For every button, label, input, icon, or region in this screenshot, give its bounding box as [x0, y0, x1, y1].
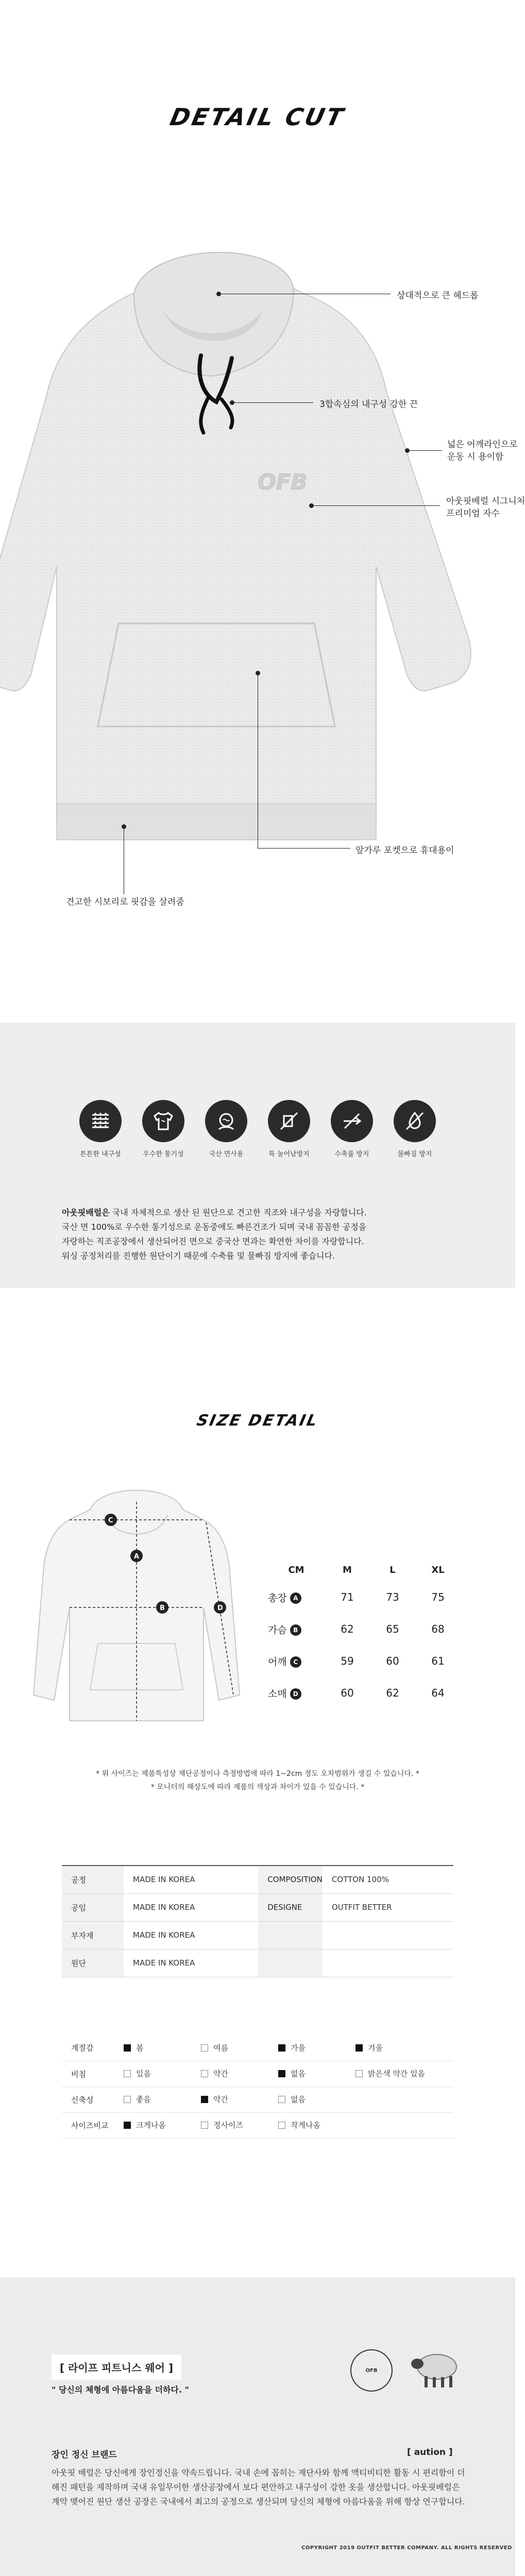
size-row: [268, 1677, 461, 1709]
callout-shoulder-1: 넓은 어깨라인으로: [447, 439, 518, 450]
size-note: * 모니터의 해상도에 따라 제품의 색상과 차이가 있을 수 있습니다. *: [150, 1783, 365, 1791]
info-value: [323, 1921, 453, 1949]
unchecked-box-icon: [278, 2122, 285, 2129]
detail-cut-section: [0, 0, 525, 989]
brand-name: 아웃핏배럴은: [62, 1208, 110, 1217]
feature-line: 자랑하는 직조공장에서 생산되어진 면으로 중국산 면과는 확연한 차이를 자랑합니다.: [62, 1236, 364, 1246]
size-cell: 60: [386, 1655, 399, 1667]
brand-body: 아웃핏 배럴은 당신에게 장인정신을 약속드립니다. 국내 손에 꼽히는 재단사와 함께 액티비티한 활동 시 편리함이 더해진 패턴을 제작하며 국내 유일무이한 생산공장에서 보다 편안하고 내구성이 강한 옷을 생산합니다. 아웃핏배럴은 계약 맺어진 원단 생산 공장은 국내에서 최고의 공정으로 생산되며 당신의 체형에 아름다움을 위해 항상 연구합니다.: [52, 2468, 465, 2506]
badge-d: D: [217, 1604, 223, 1612]
callout-rib: 견고한 시보리로 핏감을 살려줌: [66, 897, 184, 907]
attribute-option-label: 있음: [136, 2069, 151, 2079]
brand-heading: 장인 정신 브랜드: [52, 2450, 117, 2460]
size-diagram: [28, 1479, 245, 1736]
info-value: MADE IN KOREA: [124, 1949, 258, 1977]
attribute-option-label: 좋음: [136, 2095, 151, 2105]
shirt-icon: [142, 1100, 184, 1142]
unchecked-box-icon: [124, 2096, 131, 2103]
unchecked-box-icon: [278, 2096, 285, 2103]
attribute-option: [278, 2042, 355, 2053]
attribute-row: [62, 2035, 453, 2061]
size-cell: 71: [341, 1591, 354, 1603]
attribute-option: [201, 2094, 278, 2105]
size-row-label: 가슴: [268, 1624, 287, 1636]
attribute-option-label: 작게나옴: [291, 2121, 320, 2130]
feature-label: 특 눌어남방지: [268, 1150, 310, 1158]
attribute-option-label: 여름: [213, 2043, 228, 2053]
size-detail-title: SIZE DETAIL: [195, 1412, 320, 1430]
info-value: [323, 1949, 453, 1977]
attribute-option: [124, 2042, 201, 2053]
attribute-option: [201, 2068, 278, 2079]
attribute-row: [62, 2061, 453, 2087]
unchecked-box-icon: [201, 2122, 208, 2129]
badge-b: B: [160, 1604, 165, 1612]
attribute-choices: [124, 2035, 453, 2061]
size-cell: 59: [341, 1655, 354, 1667]
callout-shoulder-2: 운동 시 용이함: [447, 452, 504, 462]
size-row: [268, 1581, 461, 1613]
feature-label: 튼튼한 내구성: [80, 1150, 121, 1158]
size-row-label: 총장: [268, 1592, 287, 1604]
checked-box-icon: [124, 2044, 131, 2052]
material-table: [62, 1865, 453, 1977]
attribute-option: [124, 2068, 201, 2079]
features-description: [62, 1206, 464, 1263]
callout-logo-2: 프리미엄 자수: [446, 509, 500, 519]
features-section: [0, 1023, 515, 1288]
attribute-option-label: 크게나옴: [136, 2121, 166, 2130]
attribute-option: [201, 2042, 278, 2053]
callout-hood: 상대적으로 큰 헤드롭: [397, 291, 479, 301]
feature-label: 수축률 방지: [334, 1150, 369, 1158]
sheep-icon: [407, 2345, 464, 2392]
attribute-row: [62, 2112, 453, 2138]
info-key: [258, 1921, 323, 1949]
brand-section: [0, 2277, 515, 2576]
info-value: OUTFIT BETTER: [323, 1893, 453, 1921]
brand-quote: " 당신의 체형에 아름다움을 더하다. ": [52, 2385, 189, 2395]
attribute-option-label: 없음: [291, 2069, 306, 2079]
feature-label: 우수한 통기성: [143, 1150, 184, 1158]
checked-box-icon: [355, 2044, 363, 2052]
no-shrink-icon: [331, 1100, 373, 1142]
attribute-option-label: 정사이즈: [213, 2121, 243, 2130]
attribute-option-label: 약간: [213, 2095, 228, 2105]
attribute-option-label: 밝은색 약간 있음: [368, 2069, 425, 2079]
attribute-option: [278, 2120, 355, 2130]
size-col-header: M: [343, 1564, 352, 1575]
product-info-section: [0, 1865, 515, 2154]
info-key: COMPOSITION: [258, 1866, 323, 1893]
size-row-badge: A: [290, 1592, 301, 1604]
info-key: DESIGNE: [258, 1893, 323, 1921]
size-cell: 68: [431, 1623, 445, 1635]
attribute-option: [201, 2120, 278, 2130]
info-value: MADE IN KOREA: [124, 1921, 258, 1949]
info-row: [62, 1949, 453, 1977]
attribute-option-label: 겨울: [368, 2043, 383, 2053]
size-row: [268, 1645, 461, 1677]
size-cell: 75: [431, 1591, 445, 1603]
unchecked-box-icon: [201, 2070, 208, 2077]
brand-heading-right: [ aution ]: [407, 2447, 453, 2458]
unchecked-box-icon: [201, 2044, 208, 2052]
info-value: COTTON 100%: [323, 1866, 453, 1893]
attribute-option-label: 봄: [136, 2043, 144, 2053]
size-col-header: CM: [288, 1564, 304, 1575]
size-row-badge: D: [290, 1688, 301, 1700]
checked-box-icon: [278, 2044, 285, 2052]
attribute-choices: [124, 2112, 453, 2138]
feature-line: 워싱 공정처리를 진행한 원단이기 때문에 수축률 및 물빠짐 방지에 좋습니다.: [62, 1251, 335, 1261]
size-row-label: 어깨: [268, 1656, 287, 1668]
size-cell: 73: [386, 1591, 399, 1603]
brand-stamp-icon: [350, 2349, 393, 2392]
attribute-option: [355, 2042, 433, 2053]
unchecked-box-icon: [355, 2070, 363, 2077]
callout-line: [409, 450, 442, 451]
factory-icon: [205, 1100, 247, 1142]
size-notes: [0, 1767, 515, 1794]
no-pilling-icon: [268, 1100, 310, 1142]
attribute-option: [278, 2094, 355, 2105]
feature-line: 국산 면 100%로 우수한 통기성으로 운동중에도 빠른건조가 되며 국내 꼼꼼한 공정을: [62, 1222, 367, 1232]
callout-line: [258, 848, 350, 849]
attribute-option: [124, 2120, 201, 2130]
info-row: [62, 1921, 453, 1949]
brand-tag: [ 라이프 피트니스 웨어 ]: [52, 2354, 181, 2380]
size-row: [268, 1613, 461, 1645]
info-key: 공임: [62, 1893, 124, 1921]
feature-label: 국산 면사용: [209, 1150, 244, 1158]
attribute-label: 비침: [62, 2061, 124, 2087]
badge-a: A: [134, 1553, 140, 1561]
size-cell: 61: [431, 1655, 445, 1667]
feature-icon-row: [73, 1100, 443, 1158]
info-key: 공정: [62, 1866, 124, 1893]
checked-box-icon: [201, 2096, 208, 2103]
size-col-header: L: [389, 1564, 396, 1575]
callout-pocket: 앞가루 포켓으로 휴대용이: [355, 845, 454, 856]
info-value: MADE IN KOREA: [124, 1893, 258, 1921]
badge-c: C: [108, 1517, 113, 1524]
checked-box-icon: [124, 2122, 131, 2129]
callout-drawstring: 3합속심의 내구성 강한 끈: [319, 399, 418, 410]
size-table-header: [268, 1558, 461, 1581]
feature-line: 국내 자체적으로 생산 된 원단으로 견고한 직조와 내구성을 자랑합니다.: [109, 1208, 367, 1217]
hoodie-front-image: [15, 247, 510, 866]
feature-durability: [73, 1100, 128, 1158]
feature-no-shrink: [324, 1100, 380, 1158]
info-row: [62, 1893, 453, 1921]
info-key: 원단: [62, 1949, 124, 1977]
detail-cut-title: DETAIL CUT: [167, 103, 348, 131]
size-cell: 62: [386, 1687, 399, 1699]
attribute-label: 신축성: [62, 2087, 124, 2112]
size-table: [268, 1558, 461, 1709]
callout-line: [313, 505, 440, 506]
size-cell: 62: [341, 1623, 354, 1635]
attribute-option-label: 약간: [213, 2069, 228, 2079]
size-cell: 65: [386, 1623, 399, 1635]
brand-stamp-text: OFB: [365, 2367, 378, 2374]
size-detail-section: [0, 1350, 515, 1865]
callout-logo-1: 아웃핏베럴 시그니처: [446, 496, 525, 506]
fabric-icon: [79, 1100, 122, 1142]
attribute-choices: [124, 2087, 453, 2112]
attribute-option-label: 가을: [291, 2043, 306, 2053]
feature-label: 물빠짐 방지: [397, 1150, 432, 1158]
size-row-badge: C: [290, 1656, 301, 1668]
attribute-label: 계절감: [62, 2035, 124, 2061]
feature-no-stretch: [261, 1100, 317, 1158]
feature-domestic-cotton: [198, 1100, 254, 1158]
info-key: [258, 1949, 323, 1977]
checked-box-icon: [278, 2070, 285, 2077]
size-col-header: XL: [431, 1564, 445, 1575]
attribute-option: [355, 2068, 433, 2079]
size-cell: 60: [341, 1687, 354, 1699]
attribute-choices: [124, 2061, 453, 2087]
attribute-option-label: 없음: [291, 2095, 306, 2105]
feature-breathability: [136, 1100, 191, 1158]
brand-copyright: COPYRIGHT 2019 OUTFIT BETTER COMPANY. ALL RIGHTS RESERVED: [301, 2545, 512, 2551]
size-row-label: 소매: [268, 1688, 287, 1700]
attribute-label: 사이즈비교: [62, 2112, 124, 2138]
info-value: MADE IN KOREA: [124, 1866, 258, 1893]
feature-no-fade: [387, 1100, 443, 1158]
unchecked-box-icon: [124, 2070, 131, 2077]
info-key: 부자재: [62, 1921, 124, 1949]
size-cell: 64: [431, 1687, 445, 1699]
attribute-option: [278, 2068, 355, 2079]
attribute-option: [124, 2094, 201, 2105]
attribute-row: [62, 2087, 453, 2112]
callout-line: [234, 402, 313, 403]
size-note: * 위 사이즈는 제품특성상 재단공정이나 측정방법에 따라 1~2cm 정도 오차범위가 생길 수 있습니다. *: [96, 1770, 419, 1778]
attribute-table: [62, 2035, 453, 2139]
size-row-badge: B: [290, 1624, 301, 1636]
no-fuzz-icon: [394, 1100, 436, 1142]
info-row: [62, 1866, 453, 1893]
svg-text:OFB: OFB: [258, 469, 308, 495]
